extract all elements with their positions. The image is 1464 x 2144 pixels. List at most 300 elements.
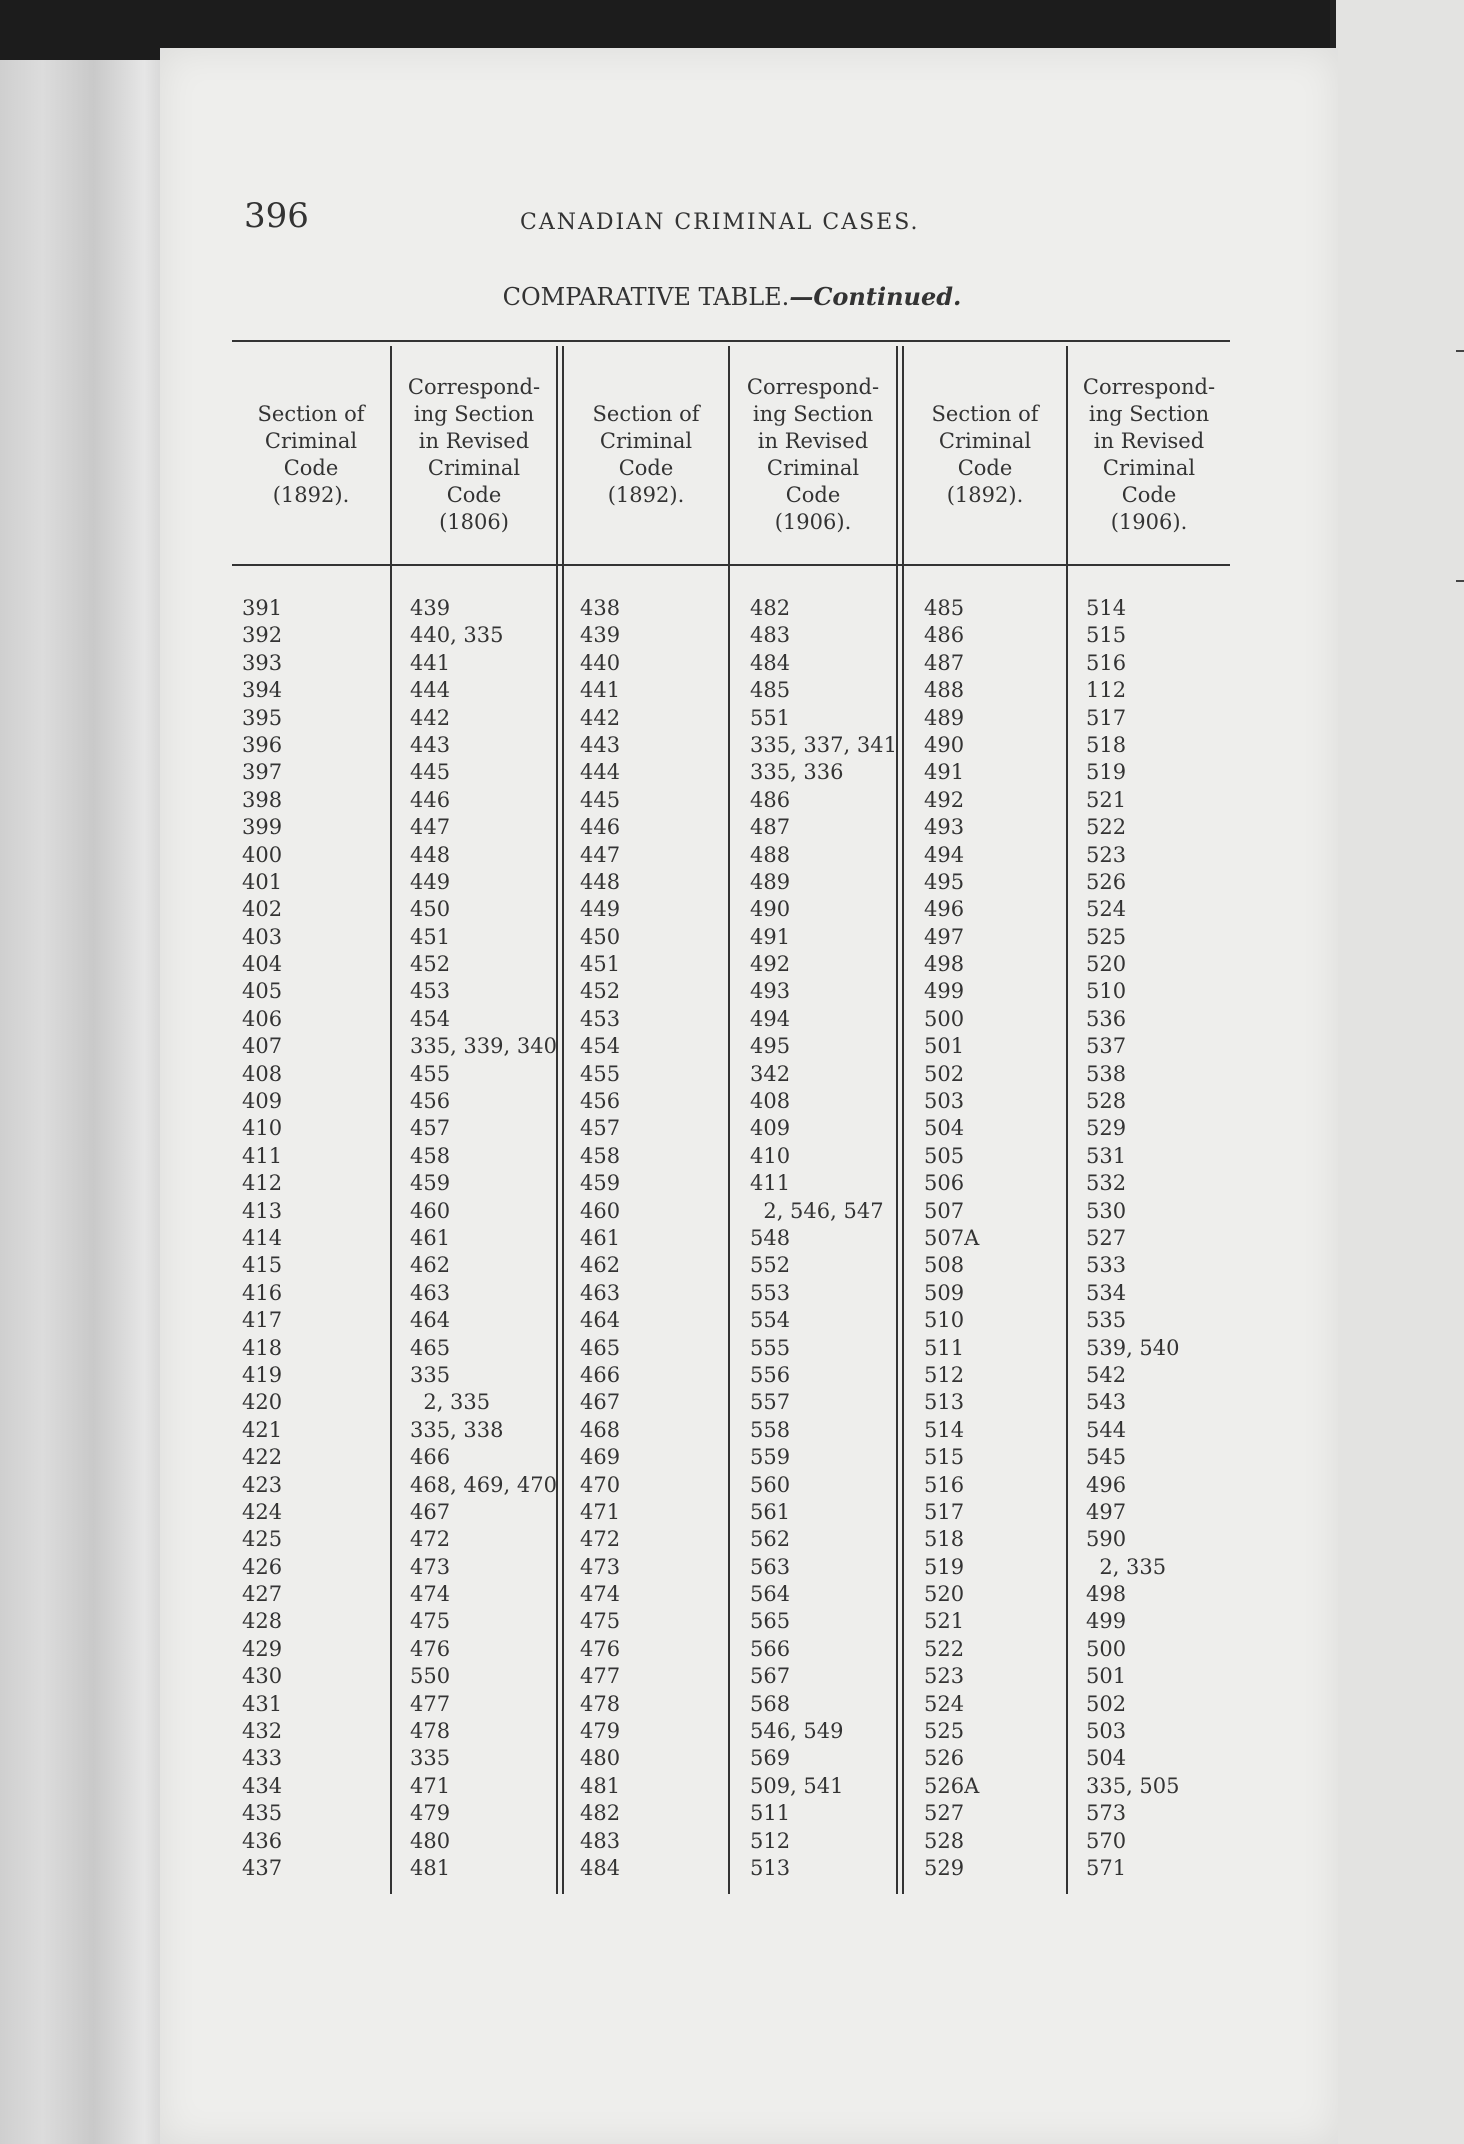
table-title-continued: —Continued. [789, 282, 962, 311]
table-cell: 483 [750, 623, 791, 648]
table-cell: 405 [242, 979, 283, 1004]
table-cell: 456 [410, 1089, 451, 1114]
table-cell: 590 [1086, 1527, 1127, 1552]
table-cell: 445 [580, 787, 621, 812]
header-line: Criminal [599, 429, 693, 453]
table-cell: 461 [580, 1225, 621, 1250]
table-cell: 526 [924, 1746, 965, 1771]
table-cell: 2, 546, 547 [750, 1198, 884, 1223]
table-cell: 551 [750, 705, 791, 730]
table-cell: 475 [410, 1609, 451, 1634]
table-cell: 473 [410, 1554, 451, 1579]
table-cell: 563 [750, 1554, 791, 1579]
running-title: CANADIAN CRIMINAL CASES. [520, 210, 920, 235]
table-cell: 447 [580, 842, 621, 867]
header-line: (1906). [1110, 510, 1188, 534]
table-cell: 498 [924, 952, 965, 977]
header-line: Code [283, 456, 339, 480]
header-line: (1906). [774, 510, 852, 534]
table-cell: 500 [1086, 1636, 1127, 1661]
table-cell: 395 [242, 705, 283, 730]
table-cell: 481 [410, 1855, 451, 1880]
column-section-1892-c [924, 595, 979, 1882]
table-cell: 448 [580, 869, 621, 894]
table-cell: 525 [1086, 924, 1127, 949]
header-line: Section of [592, 402, 700, 426]
table-cell: 406 [242, 1006, 283, 1031]
table-cell: 403 [242, 924, 283, 949]
table-cell: 444 [580, 760, 621, 785]
header-line: in Revised [418, 429, 530, 453]
table-cell: 477 [410, 1691, 451, 1716]
table-cell: 426 [242, 1554, 283, 1579]
table-cell: 335, 505 [1086, 1773, 1180, 1798]
table-cell: 490 [750, 897, 791, 922]
table-cell: 494 [924, 842, 965, 867]
book-spine-edge [0, 60, 170, 2144]
table-cell: 472 [410, 1527, 451, 1552]
table-cell: 478 [410, 1719, 451, 1744]
table-cell: 523 [1086, 842, 1127, 867]
table-cell: 534 [1086, 1280, 1127, 1305]
table-cell: 440, 335 [410, 623, 504, 648]
table-cell: 414 [242, 1225, 283, 1250]
table-cell: 471 [580, 1499, 621, 1524]
table-cell: 530 [1086, 1198, 1127, 1223]
table-cell: 528 [924, 1828, 965, 1853]
table-cell: 523 [924, 1664, 965, 1689]
table-cell: 462 [410, 1253, 451, 1278]
table-cell: 493 [924, 815, 965, 840]
table-cell: 488 [924, 678, 965, 703]
table-cell: 501 [924, 1034, 965, 1059]
table-cell: 453 [410, 979, 451, 1004]
table-cell: 342 [750, 1061, 791, 1086]
column-section-1892-a [242, 595, 282, 1882]
comparative-table [232, 340, 1230, 1890]
table-cell: 516 [924, 1472, 965, 1497]
table-cell: 402 [242, 897, 283, 922]
table-cell: 467 [580, 1390, 621, 1415]
table-cell: 407 [242, 1034, 283, 1059]
table-cell: 464 [580, 1308, 621, 1333]
table-cell: 552 [750, 1253, 791, 1278]
header-line: ing Section [1088, 402, 1210, 426]
table-cell: 429 [242, 1636, 283, 1661]
table-cell: 460 [580, 1198, 621, 1223]
table-cell: 543 [1086, 1390, 1127, 1415]
table-cell: 521 [1086, 787, 1127, 812]
table-cell: 448 [410, 842, 451, 867]
table-cell: 468 [580, 1417, 621, 1442]
table-cell: 529 [1086, 1116, 1127, 1141]
table-cell: 480 [410, 1828, 451, 1853]
table-cell: 469 [580, 1445, 621, 1470]
table-cell: 485 [750, 678, 791, 703]
table-cell: 529 [924, 1855, 965, 1880]
page-number: 396 [244, 196, 309, 236]
table-cell: 419 [242, 1362, 283, 1387]
table-cell: 446 [410, 787, 451, 812]
table-cell: 527 [924, 1801, 965, 1826]
table-cell: 489 [924, 705, 965, 730]
header-line: (1806) [439, 510, 509, 534]
table-cell: 507A [924, 1225, 980, 1250]
header-line: Correspond- [1082, 375, 1216, 399]
table-cell: 533 [1086, 1253, 1127, 1278]
header-line: Criminal [427, 456, 521, 480]
table-cell: 504 [924, 1116, 965, 1141]
header-line: Criminal [1102, 456, 1196, 480]
header-line: Code [1121, 483, 1177, 507]
header-code-1892 [564, 350, 728, 560]
table-cell: 391 [242, 596, 283, 620]
table-cell: 450 [410, 897, 451, 922]
table-cell: 480 [580, 1746, 621, 1771]
table-cell: 400 [242, 842, 283, 867]
header-line: Criminal [264, 429, 358, 453]
table-cell: 512 [924, 1362, 965, 1387]
table-cell: 473 [580, 1554, 621, 1579]
table-cell: 458 [410, 1143, 451, 1168]
table-cell: 492 [750, 952, 791, 977]
table-cell: 476 [410, 1636, 451, 1661]
header-revised-code [392, 350, 556, 560]
table-cell: 518 [1086, 732, 1127, 757]
column-rule [1066, 346, 1068, 1894]
table-cell: 432 [242, 1719, 283, 1744]
table-cell: 335, 337, 341 [750, 732, 897, 757]
table-cell: 527 [1086, 1225, 1127, 1250]
table-cell: 511 [750, 1801, 791, 1826]
table-cell: 461 [410, 1225, 451, 1250]
facing-page-edge [1330, 0, 1464, 2144]
table-cell: 413 [242, 1198, 283, 1223]
double-column-rule [562, 346, 564, 1894]
table-cell: 522 [924, 1636, 965, 1661]
table-cell: 410 [242, 1116, 283, 1141]
table-cell: 411 [750, 1171, 791, 1196]
table-cell: 494 [750, 1006, 791, 1031]
table-cell: 526 [1086, 869, 1127, 894]
table-cell: 455 [580, 1061, 621, 1086]
table-cell: 522 [1086, 815, 1127, 840]
table-cell: 565 [750, 1609, 791, 1634]
table-cell: 460 [410, 1198, 451, 1223]
table-cell: 455 [410, 1061, 451, 1086]
table-cell: 482 [750, 596, 791, 620]
header-line: Code [785, 483, 841, 507]
table-cell: 411 [242, 1143, 283, 1168]
table-cell: 479 [410, 1801, 451, 1826]
table-cell: 476 [580, 1636, 621, 1661]
header-line: Correspond- [407, 375, 541, 399]
table-cell: 445 [410, 760, 451, 785]
column-revised-a [410, 595, 557, 1882]
table-cell: 449 [410, 869, 451, 894]
table-cell: 479 [580, 1719, 621, 1744]
table-cell: 535 [1086, 1308, 1127, 1333]
table-cell: 508 [924, 1253, 965, 1278]
table-cell: 503 [1086, 1719, 1127, 1744]
table-cell: 453 [580, 1006, 621, 1031]
column-rule [390, 346, 392, 1894]
table-cell: 498 [1086, 1582, 1127, 1607]
table-cell: 335, 336 [750, 760, 844, 785]
table-cell: 495 [924, 869, 965, 894]
table-cell: 483 [580, 1828, 621, 1853]
table-cell: 538 [1086, 1061, 1127, 1086]
header-line: Section of [931, 402, 1039, 426]
table-cell: 463 [580, 1280, 621, 1305]
table-cell: 489 [750, 869, 791, 894]
table-cell: 408 [242, 1061, 283, 1086]
table-cell: 500 [924, 1006, 965, 1031]
table-cell: 517 [924, 1499, 965, 1524]
table-cell: 424 [242, 1499, 283, 1524]
table-cell: 491 [924, 760, 965, 785]
table-cell: 421 [242, 1417, 283, 1442]
table-cell: 509, 541 [750, 1773, 844, 1798]
table-cell: 487 [924, 650, 965, 675]
table-cell: 560 [750, 1472, 791, 1497]
header-line: (1892). [946, 483, 1024, 507]
table-cell: 441 [410, 650, 451, 675]
table-cell: 524 [1086, 897, 1127, 922]
table-cell: 415 [242, 1253, 283, 1278]
header-line: Criminal [766, 456, 860, 480]
table-cell: 451 [580, 952, 621, 977]
table-cell: 518 [924, 1527, 965, 1552]
table-cell: 507 [924, 1198, 965, 1223]
table-cell: 420 [242, 1390, 283, 1415]
table-cell: 499 [924, 979, 965, 1004]
header-line: (1892). [607, 483, 685, 507]
table-cell: 335, 338 [410, 1417, 504, 1442]
table-cell: 447 [410, 815, 451, 840]
table-cell: 408 [750, 1089, 791, 1114]
header-line: Code [446, 483, 502, 507]
table-cell: 440 [580, 650, 621, 675]
table-cell: 394 [242, 678, 283, 703]
table-cell: 441 [580, 678, 621, 703]
table-cell: 516 [1086, 650, 1127, 675]
table-cell: 335, 339, 340 [410, 1034, 557, 1059]
header-line: Code [957, 456, 1013, 480]
table-cell: 443 [410, 732, 451, 757]
table-cell: 503 [924, 1089, 965, 1114]
double-column-rule [902, 346, 904, 1894]
table-cell: 555 [750, 1335, 791, 1360]
table-cell: 477 [580, 1664, 621, 1689]
table-cell: 433 [242, 1746, 283, 1771]
table-cell: 566 [750, 1636, 791, 1661]
table-cell: 474 [580, 1582, 621, 1607]
table-cell: 569 [750, 1746, 791, 1771]
table-cell: 462 [580, 1253, 621, 1278]
margin-mark [1456, 350, 1464, 352]
table-cell: 470 [580, 1472, 621, 1497]
table-cell: 465 [410, 1335, 451, 1360]
table-cell: 488 [750, 842, 791, 867]
table-cell: 471 [410, 1773, 451, 1798]
table-cell: 416 [242, 1280, 283, 1305]
table-cell: 506 [924, 1171, 965, 1196]
table-cell: 442 [580, 705, 621, 730]
table-cell: 399 [242, 815, 283, 840]
table-cell: 491 [750, 924, 791, 949]
table-cell: 539, 540 [1086, 1335, 1180, 1360]
table-cell: 510 [1086, 979, 1127, 1004]
table-cell: 404 [242, 952, 283, 977]
table-cell: 467 [410, 1499, 451, 1524]
table-cell: 571 [1086, 1855, 1127, 1880]
table-cell: 528 [1086, 1089, 1127, 1114]
table-cell: 463 [410, 1280, 451, 1305]
header-code-1892 [232, 350, 390, 560]
margin-mark [1456, 580, 1464, 582]
table-cell: 457 [580, 1116, 621, 1141]
table-cell: 468, 469, 470 [410, 1472, 557, 1497]
table-cell: 335 [410, 1746, 451, 1771]
table-cell: 442 [410, 705, 451, 730]
table-cell: 492 [924, 787, 965, 812]
header-revised-code-1906 [1068, 350, 1230, 560]
table-cell: 396 [242, 732, 283, 757]
table-cell: 493 [750, 979, 791, 1004]
table-cell: 556 [750, 1362, 791, 1387]
header-line: Correspond- [746, 375, 880, 399]
table-cell: 443 [580, 732, 621, 757]
table-cell: 451 [410, 924, 451, 949]
table-cell: 457 [410, 1116, 451, 1141]
table-cell: 474 [410, 1582, 451, 1607]
table-cell: 562 [750, 1527, 791, 1552]
table-cell: 484 [750, 650, 791, 675]
table-cell: 509 [924, 1280, 965, 1305]
header-revised-code-1906 [730, 350, 896, 560]
table-cell: 515 [1086, 623, 1127, 648]
table-cell: 486 [924, 623, 965, 648]
table-cell: 452 [410, 952, 451, 977]
header-line: (1892). [272, 483, 350, 507]
table-cell: 484 [580, 1855, 621, 1880]
table-cell: 412 [242, 1171, 283, 1196]
table-cell: 465 [580, 1335, 621, 1360]
table-cell: 531 [1086, 1143, 1127, 1168]
header-line: Section of [257, 402, 365, 426]
table-cell: 548 [750, 1225, 791, 1250]
table-cell: 449 [580, 897, 621, 922]
table-cell: 485 [924, 596, 965, 620]
table-cell: 514 [1086, 596, 1127, 620]
header-code-1892 [904, 350, 1066, 560]
header-line: in Revised [1093, 429, 1205, 453]
table-title-main: COMPARATIVE TABLE. [502, 283, 790, 311]
table-cell: 558 [750, 1417, 791, 1442]
table-cell: 564 [750, 1582, 791, 1607]
table-cell: 430 [242, 1664, 283, 1689]
table-cell: 397 [242, 760, 283, 785]
table-cell: 554 [750, 1308, 791, 1333]
header-line: in Revised [757, 429, 869, 453]
table-cell: 2, 335 [410, 1390, 491, 1415]
table-cell: 459 [410, 1171, 451, 1196]
table-cell: 482 [580, 1801, 621, 1826]
table-cell: 490 [924, 732, 965, 757]
table-cell: 423 [242, 1472, 283, 1497]
table-cell: 573 [1086, 1801, 1127, 1826]
table-cell: 409 [242, 1089, 283, 1114]
table-cell: 450 [580, 924, 621, 949]
table-cell: 437 [242, 1855, 283, 1880]
table-cell: 542 [1086, 1362, 1127, 1387]
table-cell: 513 [750, 1855, 791, 1880]
table-cell: 568 [750, 1691, 791, 1716]
table-cell: 418 [242, 1335, 283, 1360]
table-cell: 520 [1086, 952, 1127, 977]
table-cell: 464 [410, 1308, 451, 1333]
table-cell: 497 [924, 924, 965, 949]
table-cell: 496 [924, 897, 965, 922]
table-cell: 456 [580, 1089, 621, 1114]
table-cell: 2, 335 [1086, 1554, 1167, 1579]
table-title [0, 282, 1464, 311]
table-cell: 519 [1086, 760, 1127, 785]
table-cell: 487 [750, 815, 791, 840]
table-cell: 452 [580, 979, 621, 1004]
header-line: ing Section [413, 402, 535, 426]
header-line: Criminal [938, 429, 1032, 453]
table-cell: 511 [924, 1335, 965, 1360]
table-cell: 526A [924, 1773, 980, 1798]
table-cell: 517 [1086, 705, 1127, 730]
table-cell: 525 [924, 1719, 965, 1744]
table-cell: 427 [242, 1582, 283, 1607]
table-cell: 439 [580, 623, 621, 648]
column-rule [728, 346, 730, 1894]
column-section-1892-b [580, 595, 620, 1882]
table-cell: 512 [750, 1828, 791, 1853]
table-cell: 431 [242, 1691, 283, 1716]
table-cell: 466 [410, 1445, 451, 1470]
table-cell: 434 [242, 1773, 283, 1798]
table-cell: 544 [1086, 1417, 1127, 1442]
table-cell: 502 [1086, 1691, 1127, 1716]
table-cell: 505 [924, 1143, 965, 1168]
header-line: ing Section [752, 402, 874, 426]
table-cell: 496 [1086, 1472, 1127, 1497]
table-cell: 545 [1086, 1445, 1127, 1470]
table-cell: 458 [580, 1143, 621, 1168]
table-cell: 501 [1086, 1664, 1127, 1689]
table-cell: 410 [750, 1143, 791, 1168]
table-cell: 515 [924, 1445, 965, 1470]
table-cell: 559 [750, 1445, 791, 1470]
table-cell: 486 [750, 787, 791, 812]
table-cell: 436 [242, 1828, 283, 1853]
table-cell: 567 [750, 1664, 791, 1689]
table-cell: 514 [924, 1417, 965, 1442]
table-cell: 435 [242, 1801, 283, 1826]
header-line: Code [618, 456, 674, 480]
table-cell: 519 [924, 1554, 965, 1579]
table-cell: 561 [750, 1499, 791, 1524]
table-cell: 546, 549 [750, 1719, 844, 1744]
table-cell: 459 [580, 1171, 621, 1196]
table-cell: 422 [242, 1445, 283, 1470]
column-revised-b [750, 595, 897, 1882]
